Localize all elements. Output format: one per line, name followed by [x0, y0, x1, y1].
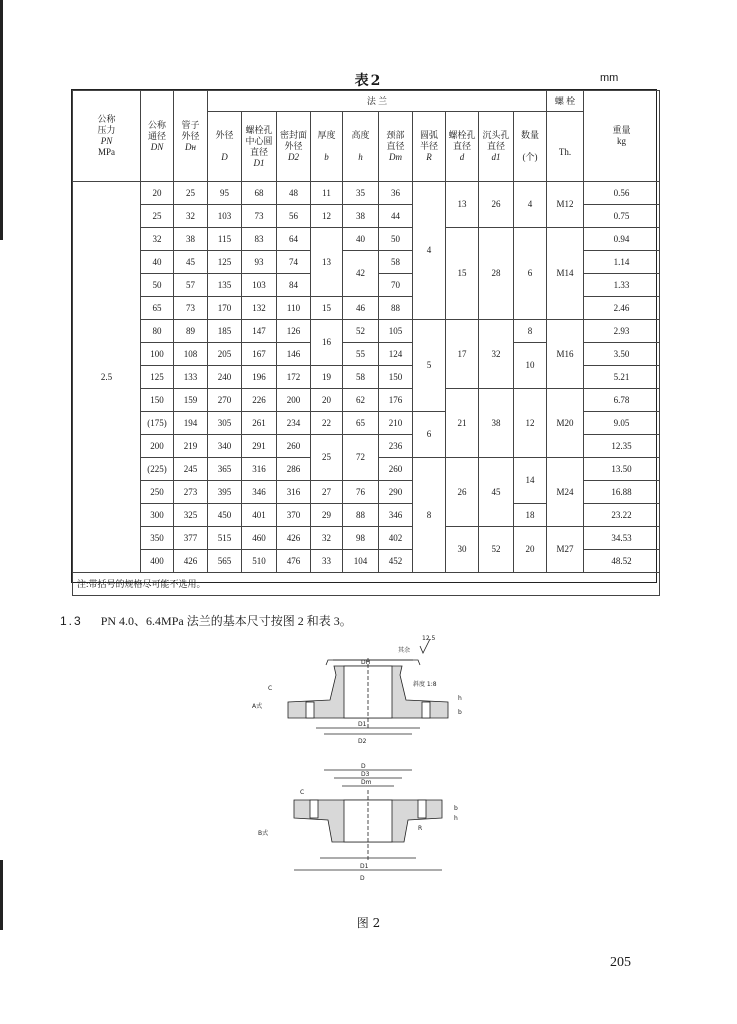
- outer-dia-cell: 240: [208, 366, 242, 389]
- count-cell: 10: [514, 343, 547, 389]
- bolt-hole-cell: 26: [446, 458, 479, 527]
- svg-text:h: h: [458, 695, 462, 702]
- thread-cell: M16: [547, 320, 584, 389]
- neck-dia-cell: 402: [379, 527, 413, 550]
- dn-cell: 400: [141, 550, 174, 573]
- weight-cell: 1.14: [584, 251, 660, 274]
- neck-dia-cell: 44: [379, 205, 413, 228]
- height-cell: 40: [343, 228, 379, 251]
- thread-cell: M12: [547, 182, 584, 228]
- table-title: 表2: [354, 73, 383, 89]
- count-cell: 4: [514, 182, 547, 228]
- svg-text:其余: 其余: [398, 647, 411, 654]
- bolt-hole-cell: 30: [446, 527, 479, 573]
- seal-od-cell: 126: [277, 320, 311, 343]
- header-radius: 圆弧 半径 R: [413, 112, 446, 182]
- seal-od-cell: 260: [277, 435, 311, 458]
- dn-cell: 125: [141, 366, 174, 389]
- header-neck-dia: 颈部 直径 Dm: [379, 112, 413, 182]
- pipe-od-cell: 159: [174, 389, 208, 412]
- seal-od-cell: 84: [277, 274, 311, 297]
- outer-dia-cell: 205: [208, 343, 242, 366]
- roughness-mark: [398, 635, 436, 654]
- height-cell: 104: [343, 550, 379, 573]
- thickness-cell: 12: [311, 205, 343, 228]
- count-cell: 6: [514, 228, 547, 320]
- section-number: 1.3: [60, 614, 83, 628]
- svg-text:D1: D1: [360, 863, 369, 870]
- outer-dia-cell: 170: [208, 297, 242, 320]
- seal-od-cell: 370: [277, 504, 311, 527]
- pipe-od-cell: 57: [174, 274, 208, 297]
- bolt-circle-cell: 93: [242, 251, 277, 274]
- outer-dia-cell: 395: [208, 481, 242, 504]
- page-number: 205: [610, 955, 631, 970]
- type-b-flange: [258, 763, 458, 882]
- header-bolt-circle: 螺栓孔 中心圆 直径 D1: [242, 112, 277, 182]
- bolt-hole-cell: 21: [446, 389, 479, 458]
- svg-text:h: h: [454, 815, 458, 822]
- dn-cell: 40: [141, 251, 174, 274]
- weight-cell: 0.56: [584, 182, 660, 205]
- outer-dia-cell: 515: [208, 527, 242, 550]
- weight-cell: 2.93: [584, 320, 660, 343]
- header-flange-group: 法 兰: [208, 91, 547, 112]
- thread-cell: M24: [547, 458, 584, 527]
- neck-dia-cell: 260: [379, 458, 413, 481]
- seal-od-cell: 110: [277, 297, 311, 320]
- thickness-cell: 29: [311, 504, 343, 527]
- section-text: PN 4.0、6.4MPa 法兰的基本尺寸按图 2 和表 3。: [100, 614, 352, 628]
- pipe-od-cell: 194: [174, 412, 208, 435]
- neck-dia-cell: 210: [379, 412, 413, 435]
- count-cell: 14: [514, 458, 547, 504]
- dn-cell: 350: [141, 527, 174, 550]
- table-row: [73, 527, 660, 550]
- dn-cell: (175): [141, 412, 174, 435]
- height-cell: 76: [343, 481, 379, 504]
- seal-od-cell: 426: [277, 527, 311, 550]
- dn-cell: 65: [141, 297, 174, 320]
- bolt-hole-cell: 17: [446, 320, 479, 389]
- dn-cell: 300: [141, 504, 174, 527]
- thread-cell: M14: [547, 228, 584, 320]
- counterbore-cell: 28: [479, 228, 514, 320]
- neck-dia-cell: 176: [379, 389, 413, 412]
- svg-text:R: R: [418, 825, 423, 832]
- neck-dia-cell: 88: [379, 297, 413, 320]
- bolt-hole-cell: 15: [446, 228, 479, 320]
- svg-text:Dm: Dm: [361, 779, 372, 786]
- svg-text:斜度 1:8: 斜度 1:8: [413, 681, 437, 688]
- weight-cell: 5.21: [584, 366, 660, 389]
- thickness-cell: 16: [311, 320, 343, 366]
- weight-cell: 6.78: [584, 389, 660, 412]
- svg-text:D2: D2: [358, 738, 367, 745]
- table-note: 注:带括号的规格尽可能不选用。: [73, 573, 660, 596]
- pipe-od-cell: 89: [174, 320, 208, 343]
- weight-cell: 12.35: [584, 435, 660, 458]
- outer-dia-cell: 340: [208, 435, 242, 458]
- counterbore-cell: 45: [479, 458, 514, 527]
- height-cell: 52: [343, 320, 379, 343]
- bolt-circle-cell: 83: [242, 228, 277, 251]
- count-cell: 18: [514, 504, 547, 527]
- counterbore-cell: 26: [479, 182, 514, 228]
- radius-cell: 8: [413, 458, 446, 573]
- outer-dia-cell: 95: [208, 182, 242, 205]
- table-row: [73, 182, 660, 205]
- type-a-label: A式: [252, 703, 263, 710]
- thread-cell: M20: [547, 389, 584, 458]
- thickness-cell: 22: [311, 412, 343, 435]
- bolt-circle-cell: 103: [242, 274, 277, 297]
- thickness-cell: 32: [311, 527, 343, 550]
- bolt-circle-cell: 401: [242, 504, 277, 527]
- bolt-circle-cell: 510: [242, 550, 277, 573]
- dn-cell: 200: [141, 435, 174, 458]
- flange-table: [71, 89, 657, 589]
- header-bolt-hole: 螺栓孔 直径 d: [446, 112, 479, 182]
- weight-cell: 16.88: [584, 481, 660, 504]
- bolt-hole-cell: 13: [446, 182, 479, 228]
- svg-text:D: D: [361, 763, 366, 770]
- neck-dia-cell: 70: [379, 274, 413, 297]
- outer-dia-cell: 103: [208, 205, 242, 228]
- outer-dia-cell: 115: [208, 228, 242, 251]
- bolt-circle-cell: 346: [242, 481, 277, 504]
- thickness-cell: 27: [311, 481, 343, 504]
- bolt-circle-cell: 196: [242, 366, 277, 389]
- header-thread: Th.: [547, 112, 584, 182]
- weight-cell: 3.50: [584, 343, 660, 366]
- neck-dia-cell: 452: [379, 550, 413, 573]
- thickness-cell: 33: [311, 550, 343, 573]
- outer-dia-cell: 125: [208, 251, 242, 274]
- thickness-cell: 13: [311, 228, 343, 297]
- neck-dia-cell: 36: [379, 182, 413, 205]
- seal-od-cell: 56: [277, 205, 311, 228]
- svg-text:12.5: 12.5: [422, 635, 436, 642]
- bolt-circle-cell: 68: [242, 182, 277, 205]
- seal-od-cell: 476: [277, 550, 311, 573]
- header-weight: 重量 kg: [584, 91, 660, 182]
- svg-text:C: C: [268, 685, 273, 692]
- neck-dia-cell: 58: [379, 251, 413, 274]
- dn-cell: 32: [141, 228, 174, 251]
- neck-dia-cell: 290: [379, 481, 413, 504]
- section-1-3: [60, 612, 352, 629]
- pipe-od-cell: 25: [174, 182, 208, 205]
- thickness-cell: 15: [311, 297, 343, 320]
- count-cell: 8: [514, 320, 547, 343]
- neck-dia-cell: 124: [379, 343, 413, 366]
- neck-dia-cell: 346: [379, 504, 413, 527]
- pipe-od-cell: 377: [174, 527, 208, 550]
- counterbore-cell: 32: [479, 320, 514, 389]
- height-cell: 88: [343, 504, 379, 527]
- pipe-od-cell: 219: [174, 435, 208, 458]
- weight-cell: 13.50: [584, 458, 660, 481]
- outer-dia-cell: 565: [208, 550, 242, 573]
- pipe-od-cell: 45: [174, 251, 208, 274]
- height-cell: 38: [343, 205, 379, 228]
- dn-cell: 100: [141, 343, 174, 366]
- radius-cell: 5: [413, 320, 446, 412]
- type-a-flange: [252, 658, 462, 745]
- outer-dia-cell: 305: [208, 412, 242, 435]
- seal-od-cell: 74: [277, 251, 311, 274]
- pipe-od-cell: 133: [174, 366, 208, 389]
- height-cell: 65: [343, 412, 379, 435]
- weight-cell: 1.33: [584, 274, 660, 297]
- outer-dia-cell: 450: [208, 504, 242, 527]
- pipe-od-cell: 38: [174, 228, 208, 251]
- counterbore-cell: 52: [479, 527, 514, 573]
- bolt-circle-cell: 291: [242, 435, 277, 458]
- dn-cell: (225): [141, 458, 174, 481]
- pipe-od-cell: 273: [174, 481, 208, 504]
- thickness-cell: 25: [311, 435, 343, 481]
- svg-text:D1: D1: [358, 721, 367, 728]
- height-cell: 62: [343, 389, 379, 412]
- height-cell: 98: [343, 527, 379, 550]
- seal-od-cell: 316: [277, 481, 311, 504]
- header-thickness: 厚度 b: [311, 112, 343, 182]
- radius-cell: 4: [413, 182, 446, 320]
- table-row: [73, 389, 660, 412]
- pipe-od-cell: 73: [174, 297, 208, 320]
- header-pn: 公称 压力 PN MPa: [73, 91, 141, 182]
- bolt-circle-cell: 316: [242, 458, 277, 481]
- pipe-od-cell: 426: [174, 550, 208, 573]
- header-counterbore: 沉头孔 直径 d1: [479, 112, 514, 182]
- count-cell: 20: [514, 527, 547, 573]
- dn-cell: 80: [141, 320, 174, 343]
- height-cell: 58: [343, 366, 379, 389]
- weight-cell: 0.75: [584, 205, 660, 228]
- neck-dia-cell: 150: [379, 366, 413, 389]
- thickness-cell: 11: [311, 182, 343, 205]
- svg-text:b: b: [454, 805, 458, 812]
- neck-dia-cell: 236: [379, 435, 413, 458]
- weight-cell: 2.46: [584, 297, 660, 320]
- svg-text:DH: DH: [361, 659, 371, 666]
- weight-cell: 9.05: [584, 412, 660, 435]
- svg-text:D3: D3: [361, 771, 370, 778]
- pn-cell: 2.5: [73, 182, 141, 573]
- weight-cell: 48.52: [584, 550, 660, 573]
- height-cell: 35: [343, 182, 379, 205]
- bolt-circle-cell: 261: [242, 412, 277, 435]
- dn-cell: 250: [141, 481, 174, 504]
- pipe-od-cell: 325: [174, 504, 208, 527]
- weight-cell: 34.53: [584, 527, 660, 550]
- svg-text:b: b: [458, 709, 462, 716]
- seal-od-cell: 48: [277, 182, 311, 205]
- bolt-circle-cell: 167: [242, 343, 277, 366]
- bolt-circle-cell: 132: [242, 297, 277, 320]
- dn-cell: 50: [141, 274, 174, 297]
- type-b-label: B式: [258, 830, 269, 837]
- seal-od-cell: 200: [277, 389, 311, 412]
- seal-od-cell: 146: [277, 343, 311, 366]
- weight-cell: 0.94: [584, 228, 660, 251]
- bolt-circle-cell: 226: [242, 389, 277, 412]
- svg-text:D: D: [360, 875, 365, 882]
- scan-edge-mark-top: [0, 0, 3, 240]
- weight-cell: 23.22: [584, 504, 660, 527]
- pipe-od-cell: 108: [174, 343, 208, 366]
- pipe-od-cell: 32: [174, 205, 208, 228]
- header-height: 高度 h: [343, 112, 379, 182]
- counterbore-cell: 38: [479, 389, 514, 458]
- bolt-circle-cell: 147: [242, 320, 277, 343]
- seal-od-cell: 286: [277, 458, 311, 481]
- header-dn: 公称 通径 DN: [141, 91, 174, 182]
- height-cell: 55: [343, 343, 379, 366]
- height-cell: 42: [343, 251, 379, 297]
- bolt-circle-cell: 460: [242, 527, 277, 550]
- bolt-circle-cell: 73: [242, 205, 277, 228]
- dn-cell: 150: [141, 389, 174, 412]
- dn-cell: 20: [141, 182, 174, 205]
- neck-dia-cell: 50: [379, 228, 413, 251]
- count-cell: 12: [514, 389, 547, 458]
- header-pipe-od: 管子 外径 Dн: [174, 91, 208, 182]
- table-row: [73, 320, 660, 343]
- thread-cell: M27: [547, 527, 584, 573]
- header-bolt-group: 螺 栓: [547, 91, 584, 112]
- seal-od-cell: 234: [277, 412, 311, 435]
- thickness-cell: 19: [311, 366, 343, 389]
- pipe-od-cell: 245: [174, 458, 208, 481]
- height-cell: 46: [343, 297, 379, 320]
- dn-cell: 25: [141, 205, 174, 228]
- header-count: 数量 (个): [514, 112, 547, 182]
- header-outer-dia: 外径 D: [208, 112, 242, 182]
- thickness-cell: 20: [311, 389, 343, 412]
- svg-text:C: C: [300, 789, 305, 796]
- table-row: [73, 228, 660, 251]
- outer-dia-cell: 135: [208, 274, 242, 297]
- flange-drawing-figure-2: [248, 630, 493, 890]
- neck-dia-cell: 105: [379, 320, 413, 343]
- radius-cell: 6: [413, 412, 446, 458]
- seal-od-cell: 64: [277, 228, 311, 251]
- unit-label: mm: [600, 72, 619, 84]
- outer-dia-cell: 365: [208, 458, 242, 481]
- header-seal-od: 密封面 外径 D2: [277, 112, 311, 182]
- figure-caption: 图 2: [356, 916, 381, 930]
- table-note-row: [73, 573, 660, 596]
- outer-dia-cell: 185: [208, 320, 242, 343]
- height-cell: 72: [343, 435, 379, 481]
- outer-dia-cell: 270: [208, 389, 242, 412]
- seal-od-cell: 172: [277, 366, 311, 389]
